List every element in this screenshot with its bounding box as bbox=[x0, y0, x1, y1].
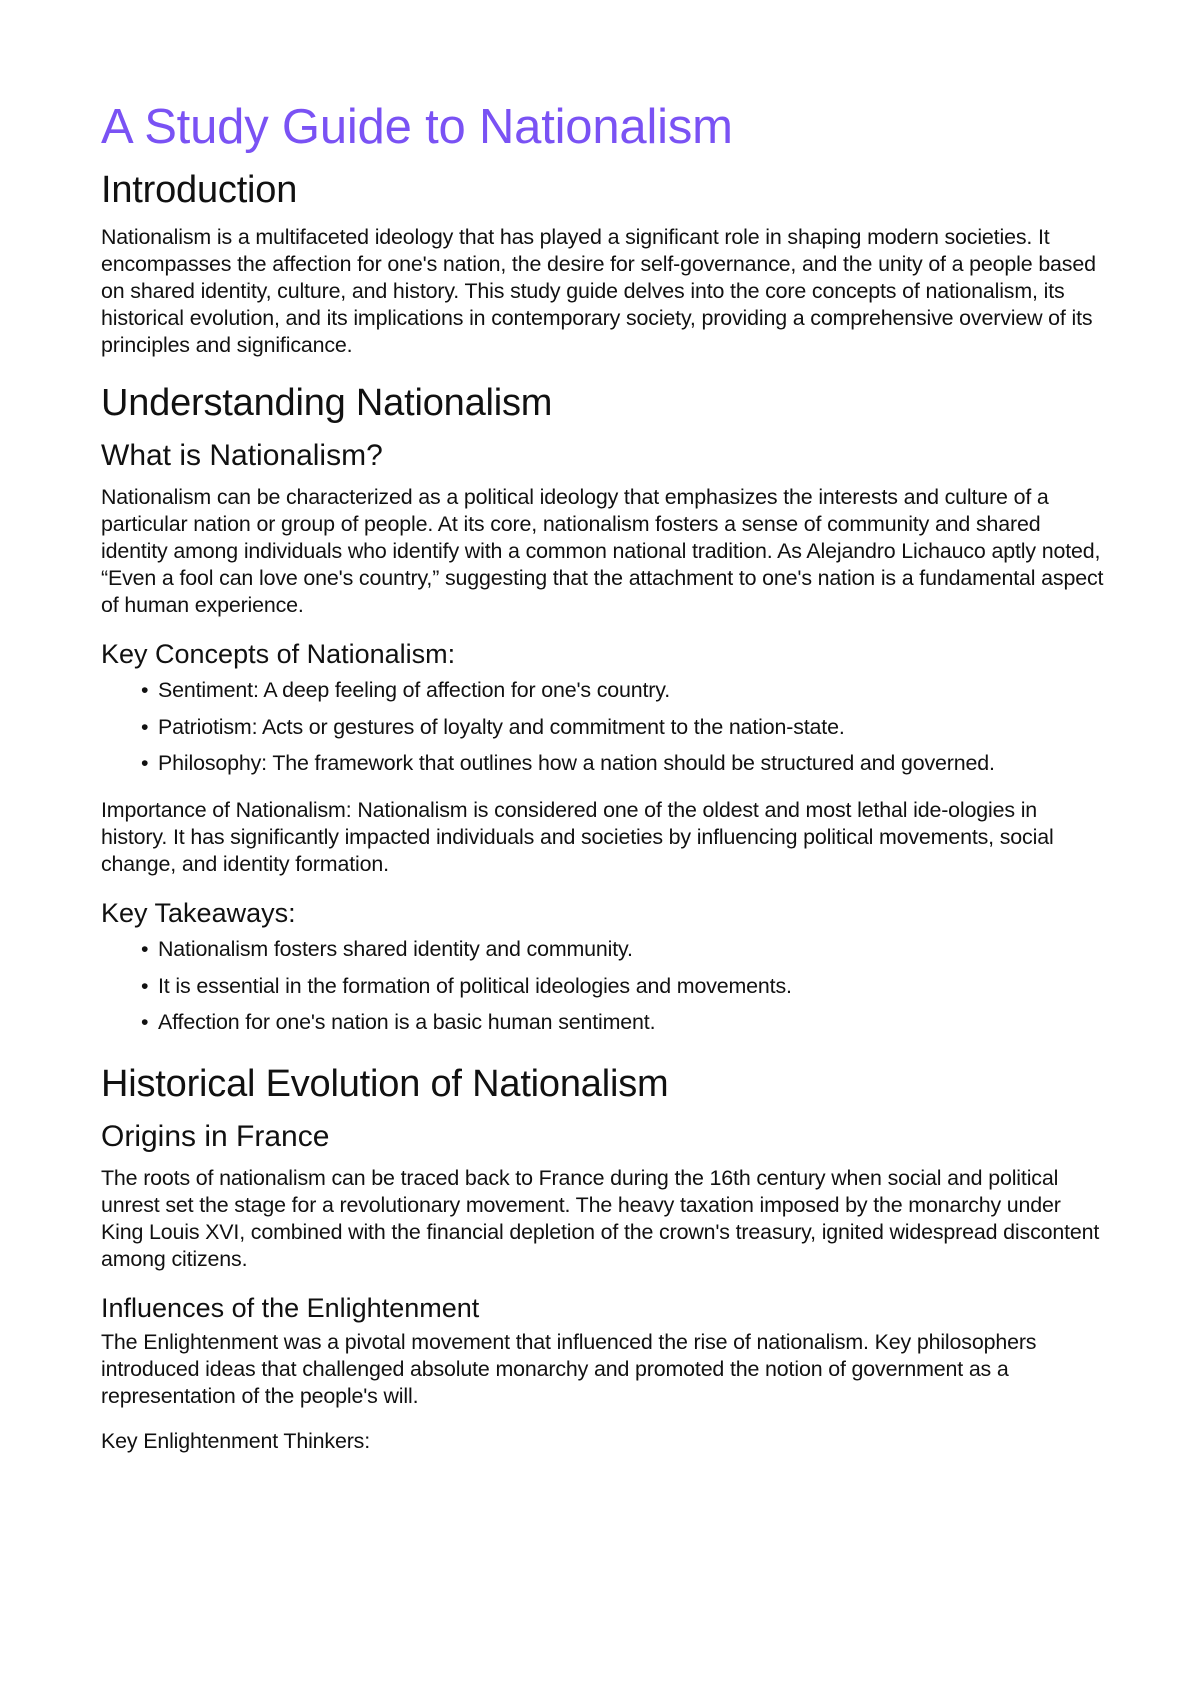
list-item: • Nationalism fosters shared identity and community. bbox=[141, 937, 633, 961]
key-takeaways-list bbox=[101, 936, 1104, 1036]
list-item: • Affection for one's nation is a basic human sentiment. bbox=[141, 1010, 656, 1034]
introduction-paragraph: Nationalism is a multifaceted ideology that has played a significant role in shaping modern societies. It encompasses the affection for one's nation, the desire for self-governance, and the unity of a people based on shared identity, culture, and history. This study guide delves into the core concepts of nationalism, its historical evolution, and its implications in contemporary society, providing a comprehensive overview of its principles and significance. bbox=[101, 225, 1096, 357]
bullet-icon: • bbox=[141, 751, 149, 775]
subheading-enlightenment: Influences of the Enlightenment bbox=[101, 1293, 480, 1323]
section-heading-understanding: Understanding Nationalism bbox=[101, 382, 553, 424]
key-concepts-list bbox=[101, 677, 1104, 777]
importance-paragraph: Importance of Nationalism: Nationalism is considered one of the oldest and most lethal ide-ologies in history. It has significantly impacted individuals and societies by influencing political movements, social change, and identity formation. bbox=[101, 798, 1054, 876]
subheading-origins-in-france: Origins in France bbox=[101, 1120, 330, 1153]
bullet-icon: • bbox=[141, 678, 149, 702]
list-item: • Philosophy: The framework that outlines how a nation should be structured and governed. bbox=[141, 751, 995, 775]
bullet-icon: • bbox=[141, 1010, 149, 1034]
list-item: • Sentiment: A deep feeling of affection for one's country. bbox=[141, 678, 671, 702]
bullet-icon: • bbox=[141, 973, 149, 998]
key-thinkers-label: Key Enlightenment Thinkers: bbox=[101, 1429, 371, 1453]
section-heading-historical-evolution: Historical Evolution of Nationalism bbox=[101, 1063, 669, 1105]
bullet-icon: • bbox=[141, 714, 149, 739]
section-heading-introduction: Introduction bbox=[101, 169, 298, 211]
subheading-key-concepts: Key Concepts of Nationalism: bbox=[101, 639, 456, 669]
bullet-icon: • bbox=[141, 937, 149, 961]
document-title: A Study Guide to Nationalism bbox=[101, 100, 733, 154]
list-item: • Patriotism: Acts or gestures of loyalty and commitment to the nation-state. bbox=[141, 714, 845, 739]
subheading-what-is-nationalism: What is Nationalism? bbox=[101, 439, 383, 472]
subheading-key-takeaways: Key Takeaways: bbox=[101, 898, 296, 928]
origins-paragraph: The roots of nationalism can be traced back to France during the 16th century when social and political unrest set the stage for a revolutionary movement. The heavy taxation imposed by the monarchy under King Louis XVI, combined with the financial depletion of the crown's treasury, ignited widespread discontent among citizens. bbox=[101, 1166, 1100, 1271]
list-item: • It is essential in the formation of political ideologies and movements. bbox=[141, 973, 792, 998]
enlightenment-paragraph: The Enlightenment was a pivotal movement that influenced the rise of nationalism. Key philosophers introduced ideas that challenged absolute monarchy and promoted the notion of government as a representation of the people's will. bbox=[101, 1330, 1037, 1408]
what-is-nationalism-paragraph: Nationalism can be characterized as a political ideology that emphasizes the interests and culture of a particular nation or group of people. At its core, nationalism fosters a sense of community and shared identity among individuals who identify with a common national tradition. As Alejandro Lichauco aptly noted, “Even a fool can love one's country,” suggesting that the attachment to one's nation is a fundamental aspect of human experience. bbox=[101, 485, 1104, 617]
